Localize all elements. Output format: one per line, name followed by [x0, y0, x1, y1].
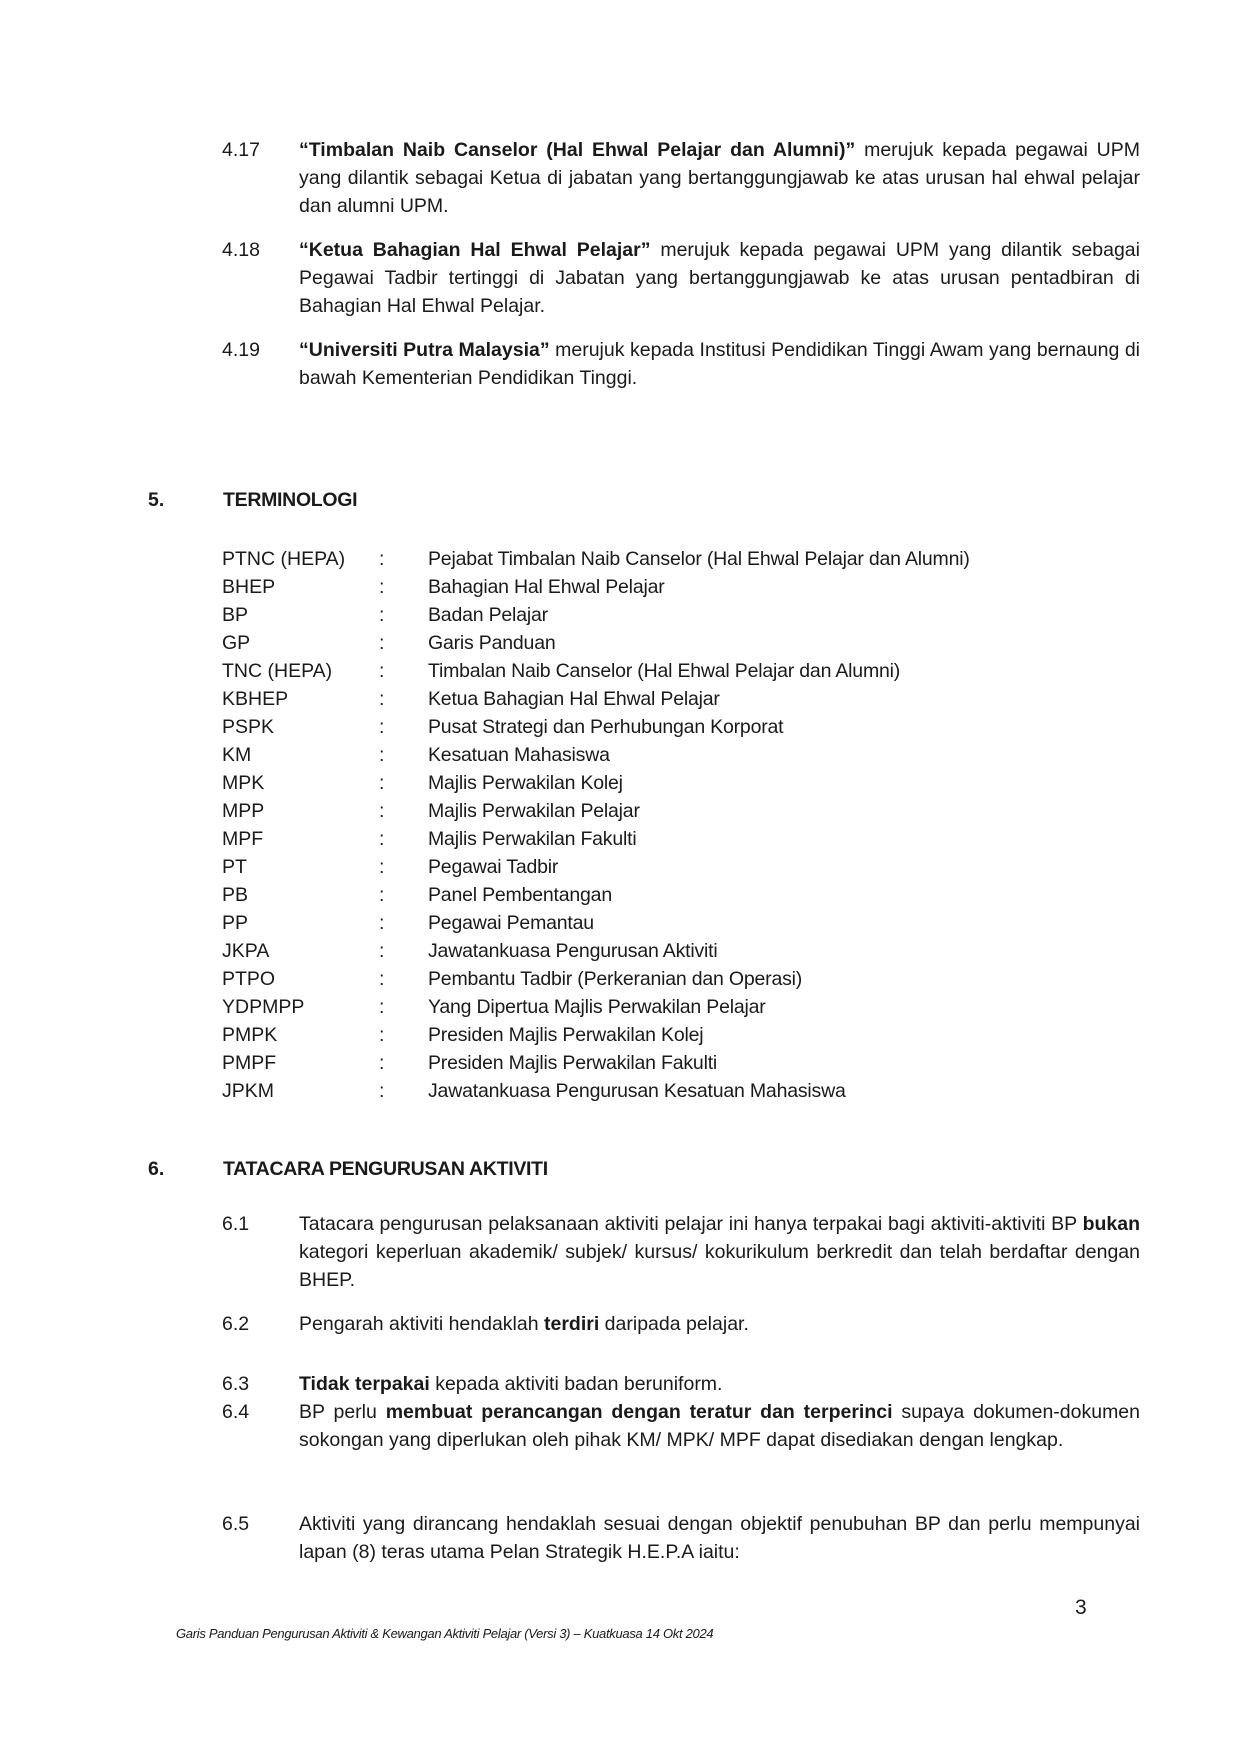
definition-4-18	[222, 236, 1140, 320]
term-colon: :	[379, 1052, 385, 1074]
term-abbreviation: KBHEP	[222, 688, 289, 710]
term-colon: :	[379, 800, 385, 822]
term-abbreviation: KM	[222, 744, 252, 766]
section-title: TATACARA PENGURUSAN AKTIVITI	[223, 1158, 548, 1180]
term-colon: :	[379, 968, 385, 990]
term-colon: :	[379, 576, 385, 598]
clause-number: 4.17	[222, 139, 260, 161]
term-meaning: Pusat Strategi dan Perhubungan Korporat	[428, 716, 784, 738]
clause-emphasis: membuat perancangan dengan teratur dan terperinci	[385, 1401, 893, 1423]
clause-text: kepada aktiviti badan beruniform.	[429, 1373, 723, 1395]
term-colon: :	[379, 548, 385, 570]
term-meaning: Kesatuan Mahasiswa	[428, 744, 610, 766]
clause-emphasis: bukan	[1082, 1213, 1140, 1235]
defined-term: “Timbalan Naib Canselor (Hal Ehwal Pelajar dan Alumni)”	[299, 139, 856, 161]
section-6-heading	[148, 1155, 548, 1183]
term-colon: :	[379, 912, 385, 934]
clause-text: supaya dokumen-dokumen sokongan yang diperlukan oleh pihak KM/ MPK/ MPF dapat disediakan dengan lengkap.	[299, 1401, 1141, 1451]
term-abbreviation: MPP	[222, 800, 265, 822]
term-abbreviation: MPF	[222, 828, 264, 850]
term-meaning: Panel Pembentangan	[428, 884, 612, 906]
term-abbreviation: PB	[222, 884, 249, 906]
section-title: TERMINOLOGI	[223, 489, 358, 511]
term-colon: :	[379, 744, 385, 766]
term-meaning: Pegawai Pemantau	[428, 912, 594, 934]
term-meaning: Jawatankuasa Pengurusan Aktiviti	[428, 940, 718, 962]
term-meaning: Badan Pelajar	[428, 604, 548, 626]
clause-text: daripada pelajar.	[599, 1313, 749, 1335]
term-abbreviation: TNC (HEPA)	[222, 660, 333, 682]
clause-text: kategori keperluan akademik/ subjek/ kursus/ kokurikulum berkredit dan telah berdaftar dengan BHEP.	[299, 1241, 1140, 1291]
page-number: 3	[1075, 1596, 1087, 1619]
clause-6-4	[222, 1398, 1140, 1454]
clause-6-5	[222, 1510, 1140, 1566]
clause-emphasis: terdiri	[544, 1313, 600, 1335]
term-meaning: Timbalan Naib Canselor (Hal Ehwal Pelajar dan Alumni)	[428, 660, 901, 682]
clause-number: 4.19	[222, 339, 260, 361]
term-abbreviation: GP	[222, 632, 251, 654]
term-meaning: Presiden Majlis Perwakilan Fakulti	[428, 1052, 718, 1074]
term-meaning: Bahagian Hal Ehwal Pelajar	[428, 576, 665, 598]
term-abbreviation: BP	[222, 604, 249, 626]
clause-6-1	[222, 1210, 1140, 1294]
term-colon: :	[379, 1024, 385, 1046]
term-abbreviation: PP	[222, 912, 249, 934]
term-abbreviation: MPK	[222, 772, 265, 794]
term-colon: :	[379, 940, 385, 962]
clause-number: 6.5	[222, 1513, 250, 1535]
term-colon: :	[379, 828, 385, 850]
page-footer: Garis Panduan Pengurusan Aktiviti & Kewangan Aktiviti Pelajar (Versi 3) – Kuatkuasa 14 Okt 2024	[176, 1626, 714, 1641]
term-abbreviation: BHEP	[222, 576, 276, 598]
term-meaning: Majlis Perwakilan Kolej	[428, 772, 623, 794]
term-abbreviation: JPKM	[222, 1080, 275, 1102]
term-meaning: Pegawai Tadbir	[428, 856, 559, 878]
clause-number: 6.4	[222, 1401, 250, 1423]
clause-text: Tatacara pengurusan pelaksanaan aktiviti pelajar ini hanya terpakai bagi aktiviti-aktiviti BP	[299, 1213, 1083, 1235]
term-meaning: Majlis Perwakilan Fakulti	[428, 828, 637, 850]
clause-number: 6.1	[222, 1213, 250, 1235]
definition-4-19	[222, 336, 1140, 392]
term-abbreviation: JKPA	[222, 940, 270, 962]
definition-text: merujuk kepada pegawai UPM yang dilantik sebagai Ketua di jabatan yang bertanggungjawab ke atas urusan hal ehwal pelajar dan alumni UPM.	[299, 139, 1140, 217]
term-colon: :	[379, 660, 385, 682]
clause-text: Aktiviti yang dirancang hendaklah sesuai dengan objektif penubuhan BP dan perlu mempunyai lapan (8) teras utama Pelan Strategik H.E.P.A iaitu:	[299, 1513, 1140, 1563]
term-abbreviation: PT	[222, 856, 247, 878]
term-meaning: Garis Panduan	[428, 632, 556, 654]
term-abbreviation: YDPMPP	[222, 996, 305, 1018]
clause-emphasis: Tidak terpakai	[299, 1373, 430, 1395]
term-meaning: Yang Dipertua Majlis Perwakilan Pelajar	[428, 996, 766, 1018]
term-colon: :	[379, 996, 385, 1018]
defined-term: “Ketua Bahagian Hal Ehwal Pelajar”	[299, 239, 651, 261]
term-meaning: Jawatankuasa Pengurusan Kesatuan Mahasiswa	[428, 1080, 846, 1102]
clause-number: 6.2	[222, 1313, 250, 1335]
clause-number: 4.18	[222, 239, 260, 261]
term-colon: :	[379, 1080, 385, 1102]
defined-term: “Universiti Putra Malaysia”	[299, 339, 550, 361]
term-abbreviation: PMPK	[222, 1024, 278, 1046]
definition-4-17	[222, 136, 1140, 220]
term-abbreviation: PMPF	[222, 1052, 277, 1074]
clause-text: Pengarah aktiviti hendaklah	[299, 1313, 544, 1335]
term-abbreviation: PTPO	[222, 968, 276, 990]
term-abbreviation: PTNC (HEPA)	[222, 548, 346, 570]
term-abbreviation: PSPK	[222, 716, 275, 738]
clause-6-2	[222, 1310, 1140, 1338]
term-meaning: Presiden Majlis Perwakilan Kolej	[428, 1024, 704, 1046]
term-meaning: Pejabat Timbalan Naib Canselor (Hal Ehwal Pelajar dan Alumni)	[428, 548, 970, 570]
term-colon: :	[379, 604, 385, 626]
term-meaning: Majlis Perwakilan Pelajar	[428, 800, 640, 822]
definition-text: merujuk kepada pegawai UPM yang dilantik sebagai Pegawai Tadbir tertinggi di Jabatan yang bertanggungjawab ke atas urusan pentadbiran di Bahagian Hal Ehwal Pelajar.	[299, 239, 1140, 317]
term-colon: :	[379, 716, 385, 738]
clause-6-3	[222, 1370, 1140, 1398]
section-number: 5.	[148, 489, 165, 511]
term-colon: :	[379, 688, 385, 710]
term-meaning: Ketua Bahagian Hal Ehwal Pelajar	[428, 688, 720, 710]
term-meaning: Pembantu Tadbir (Perkeranian dan Operasi)	[428, 968, 803, 990]
clause-number: 6.3	[222, 1373, 250, 1395]
term-colon: :	[379, 884, 385, 906]
term-colon: :	[379, 856, 385, 878]
section-number: 6.	[148, 1158, 165, 1180]
term-colon: :	[379, 772, 385, 794]
section-5-heading	[148, 486, 357, 514]
term-colon: :	[379, 632, 385, 654]
definition-text: merujuk kepada Institusi Pendidikan Tinggi Awam yang bernaung di bawah Kementerian Pendidikan Tinggi.	[299, 339, 1140, 389]
clause-text: BP perlu	[299, 1401, 386, 1423]
